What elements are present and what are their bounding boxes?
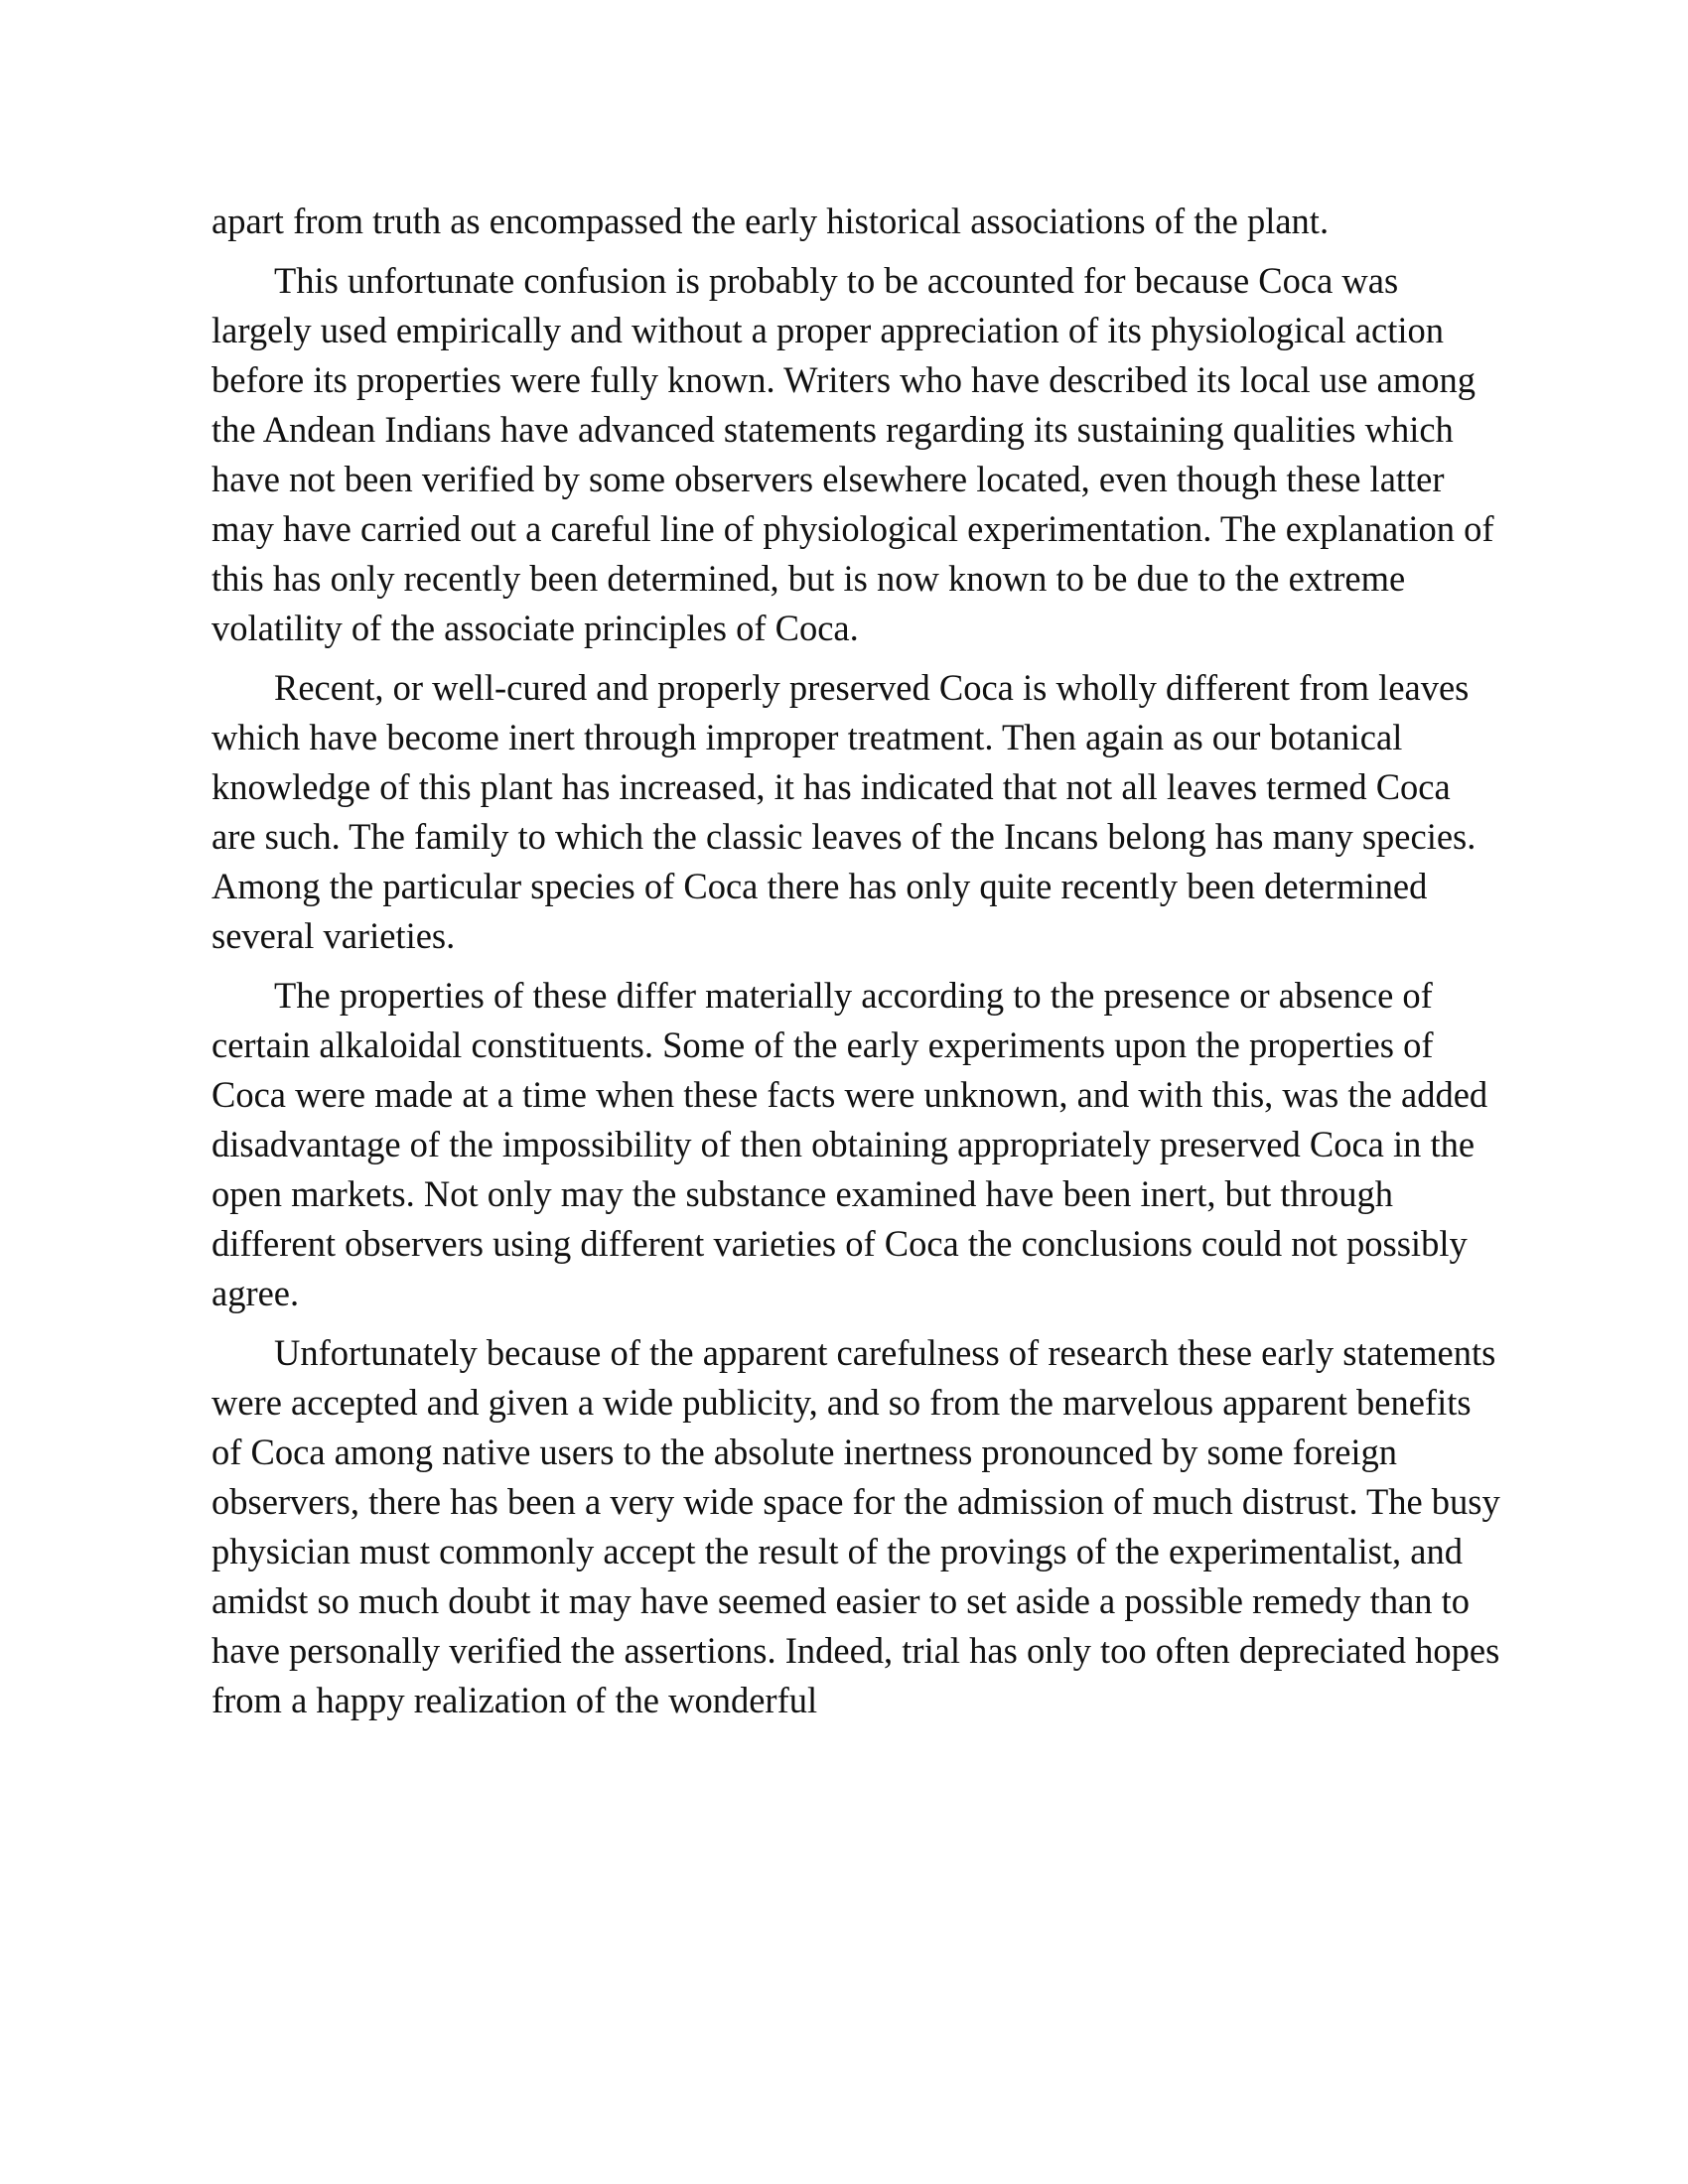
document-page — [211, 197, 1502, 1735]
paragraph: This unfortunate confusion is probably to be accounted for because Coca was largely used empirically and without a proper appreciation of its physiological action before its properties were fully known. Writers who have described its local use among the Andean Indians have advanced statements regarding its sustaining qualities which have not been verified by some observers elsewhere located, even though these latter may have carried out a careful line of physiological experimentation. The explanation of this has only recently been determined, but is now known to be due to the extreme volatility of the associate principles of Coca. — [211, 260, 1494, 648]
paragraph: Unfortunately because of the apparent carefulness of research these early statements were accepted and given a wide publicity, and so from the marvelous apparent benefits of Coca among native users to the absolute inertness pronounced by some foreign observers, there has been a very wide space for the admission of much distrust. The busy physician must commonly accept the result of the provings of the experimentalist, and amidst so much doubt it may have seemed easier to set aside a possible remedy than to have personally verified the assertions. Indeed, trial has only too often depreciated hopes from a happy realization of the wonderful — [211, 1332, 1500, 1720]
paragraph-continued: apart from truth as encompassed the early historical associations of the plant. — [211, 201, 1330, 241]
paragraph: Recent, or well-cured and properly preserved Coca is wholly different from leaves which have become inert through improper treatment. Then again as our botanical knowledge of this plant has increased, it has indicated that not all leaves termed Coca are such. The family to which the classic leaves of the Incans belong has many species. Among the particular species of Coca there has only quite recently been determined several varieties. — [211, 667, 1477, 956]
paragraph: The properties of these differ materially according to the presence or absence of certain alkaloidal constituents. Some of the early experiments upon the properties of Coca were made at a time when these facts were unknown, and with this, was the added disadvantage of the impossibility of then obtaining appropriately preserved Coca in the open markets. Not only may the substance examined have been inert, but through different observers using different varieties of Coca the conclusions could not possibly agree. — [211, 975, 1488, 1313]
